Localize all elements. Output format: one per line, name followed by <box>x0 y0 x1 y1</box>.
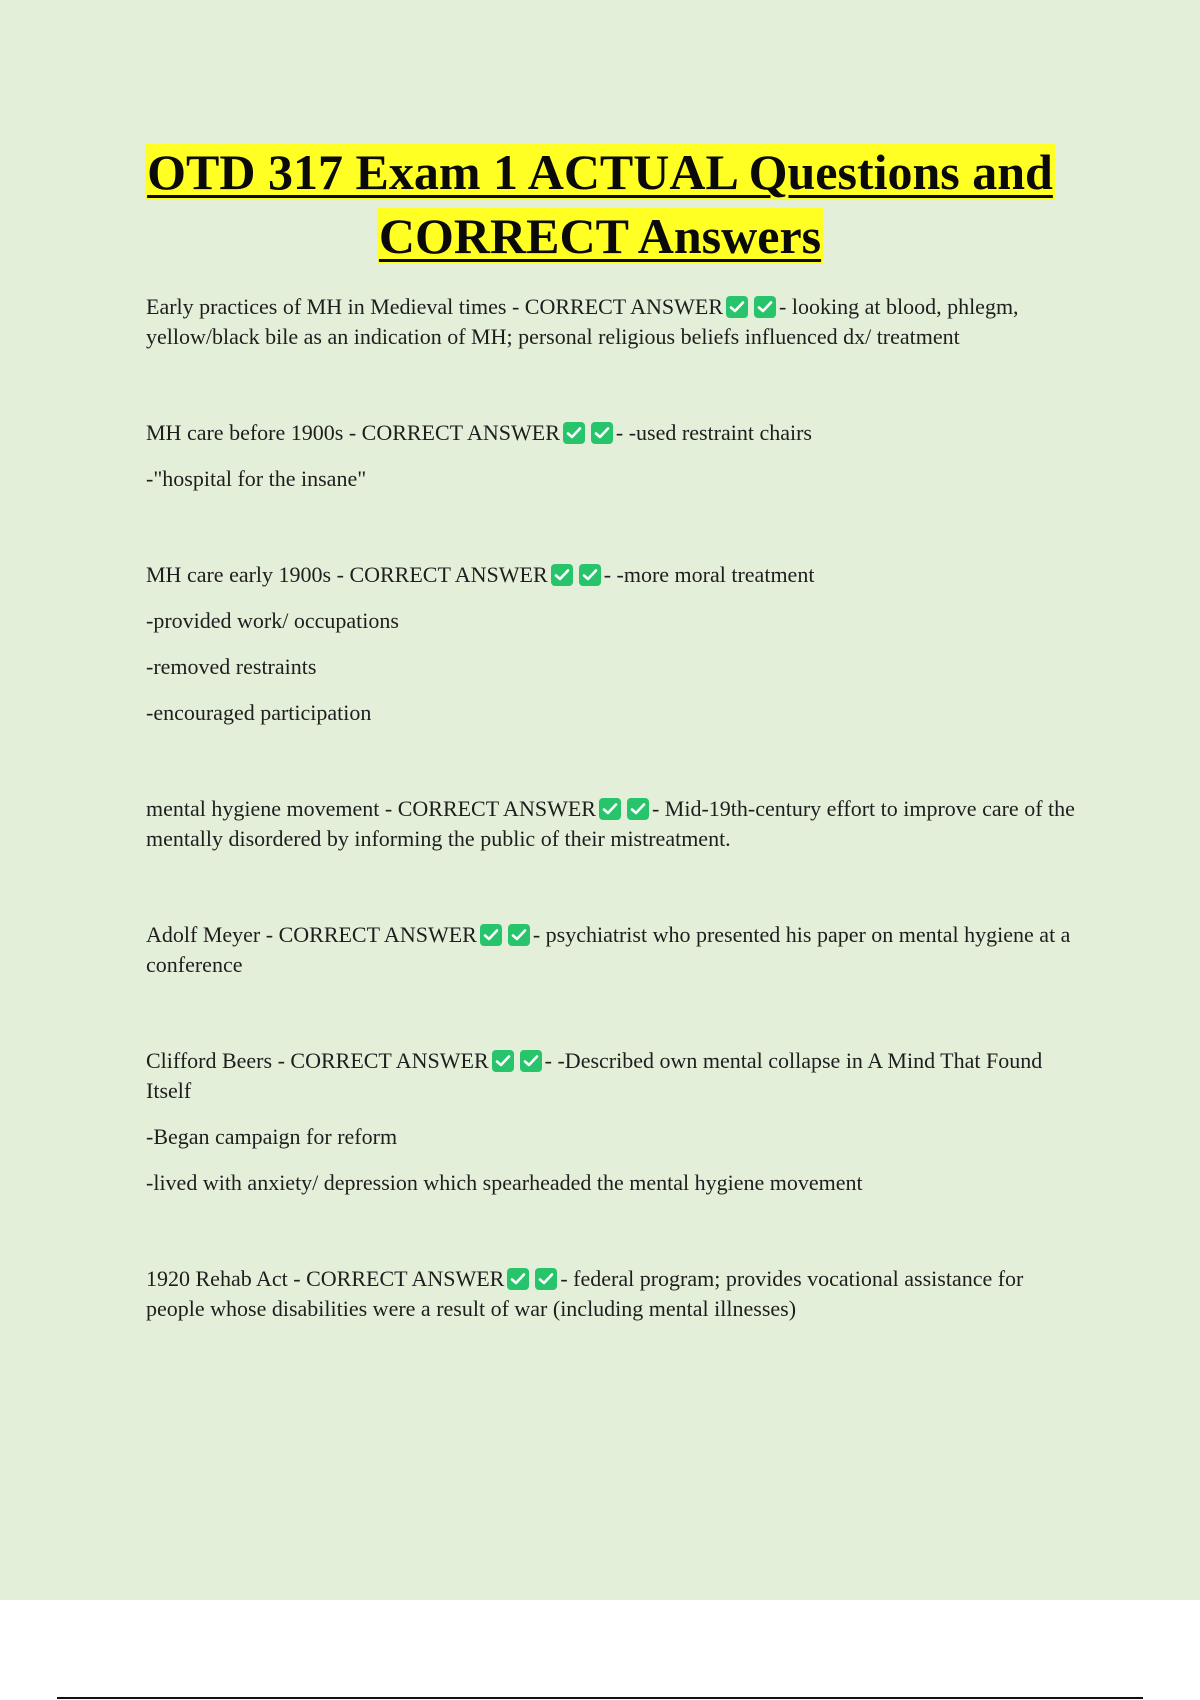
qa-entry <box>146 560 1086 728</box>
answer-text: - looking at blood, phlegm, yellow/black bile as an indication of MH; personal religious beliefs influenced dx/ treatment <box>146 294 1019 349</box>
question-term: 1920 Rehab Act <box>146 1266 288 1291</box>
check-box-icon <box>551 564 573 586</box>
answer-text: - -used restraint chairs <box>615 420 812 445</box>
qa-entry <box>146 1046 1086 1198</box>
answer-text: - psychiatrist who presented his paper on mental hygiene at a conference <box>146 922 1071 977</box>
check-box-icon <box>480 924 502 946</box>
qa-list <box>146 292 1086 1324</box>
qa-first-line <box>146 920 1086 980</box>
check-box-icon <box>563 422 585 444</box>
question-term: mental hygiene movement <box>146 796 380 821</box>
check-box-icon <box>627 798 649 820</box>
qa-first-line <box>146 1046 1086 1106</box>
check-box-icon <box>507 1268 529 1290</box>
document-title <box>0 140 1200 268</box>
answer-text: - Mid-19th-century effort to improve care of the mentally disordered by informing the public of their mistreatment. <box>146 796 1075 851</box>
term-separator: - <box>343 420 362 445</box>
qa-first-line <box>146 292 1086 352</box>
entry-spacer <box>146 728 1086 794</box>
qa-entry <box>146 1264 1086 1324</box>
check-box-icon <box>508 924 530 946</box>
term-separator: - <box>331 562 350 587</box>
correct-answer-label: CORRECT ANSWER <box>349 562 548 587</box>
question-term: Early practices of MH in Medieval times <box>146 294 507 319</box>
entry-spacer <box>146 980 1086 1046</box>
answer-text: - -Described own mental collapse in A Mind That Found Itself <box>146 1048 1043 1103</box>
correct-answer-label: CORRECT ANSWER <box>306 1266 505 1291</box>
correct-answer-label: CORRECT ANSWER <box>397 796 596 821</box>
qa-first-line <box>146 1264 1086 1324</box>
question-term: MH care before 1900s <box>146 420 344 445</box>
check-box-icon <box>492 1050 514 1072</box>
check-box-icon <box>599 798 621 820</box>
term-separator: - <box>272 1048 291 1073</box>
check-box-icon <box>579 564 601 586</box>
entry-spacer <box>146 854 1086 920</box>
answer-text: - federal program; provides vocational assistance for people whose disabilities were a result of war (including mental illnesses) <box>146 1266 1024 1321</box>
qa-entry <box>146 920 1086 980</box>
check-box-icon <box>754 296 776 318</box>
correct-answer-label: CORRECT ANSWER <box>361 420 560 445</box>
answer-bullet-line: -removed restraints <box>146 654 317 679</box>
term-separator: - <box>379 796 398 821</box>
question-term: Clifford Beers <box>146 1048 273 1073</box>
entry-spacer <box>146 494 1086 560</box>
check-box-icon <box>535 1268 557 1290</box>
question-term: MH care early 1900s <box>146 562 332 587</box>
answer-bullet-line: -provided work/ occupations <box>146 608 399 633</box>
entry-spacer <box>146 352 1086 418</box>
answer-bullet-line: -Began campaign for reform <box>146 1124 398 1149</box>
answer-bullet-line: -"hospital for the insane" <box>146 466 367 491</box>
check-box-icon <box>726 296 748 318</box>
title-line-2: CORRECT Answers <box>378 208 822 264</box>
correct-answer-label: CORRECT ANSWER <box>290 1048 489 1073</box>
answer-bullet-line: -encouraged participation <box>146 700 372 725</box>
footer-divider <box>57 1697 1143 1699</box>
qa-first-line <box>146 794 1086 854</box>
correct-answer-label: CORRECT ANSWER <box>524 294 724 319</box>
answer-bullet-line: -lived with anxiety/ depression which spearheaded the mental hygiene movement <box>146 1170 863 1195</box>
question-term: Adolf Meyer <box>146 922 261 947</box>
entry-spacer <box>146 1198 1086 1264</box>
check-box-icon <box>591 422 613 444</box>
answer-text: - -more moral treatment <box>603 562 815 587</box>
qa-entry <box>146 794 1086 854</box>
term-separator: - <box>260 922 279 947</box>
qa-entry <box>146 418 1086 494</box>
qa-entry <box>146 292 1086 352</box>
qa-first-line <box>146 560 1086 590</box>
title-line-1: OTD 317 Exam 1 ACTUAL Questions and <box>147 144 1053 200</box>
term-separator: - <box>506 294 525 319</box>
qa-first-line <box>146 418 1086 448</box>
check-box-icon <box>520 1050 542 1072</box>
term-separator: - <box>287 1266 307 1291</box>
correct-answer-label: CORRECT ANSWER <box>278 922 477 947</box>
